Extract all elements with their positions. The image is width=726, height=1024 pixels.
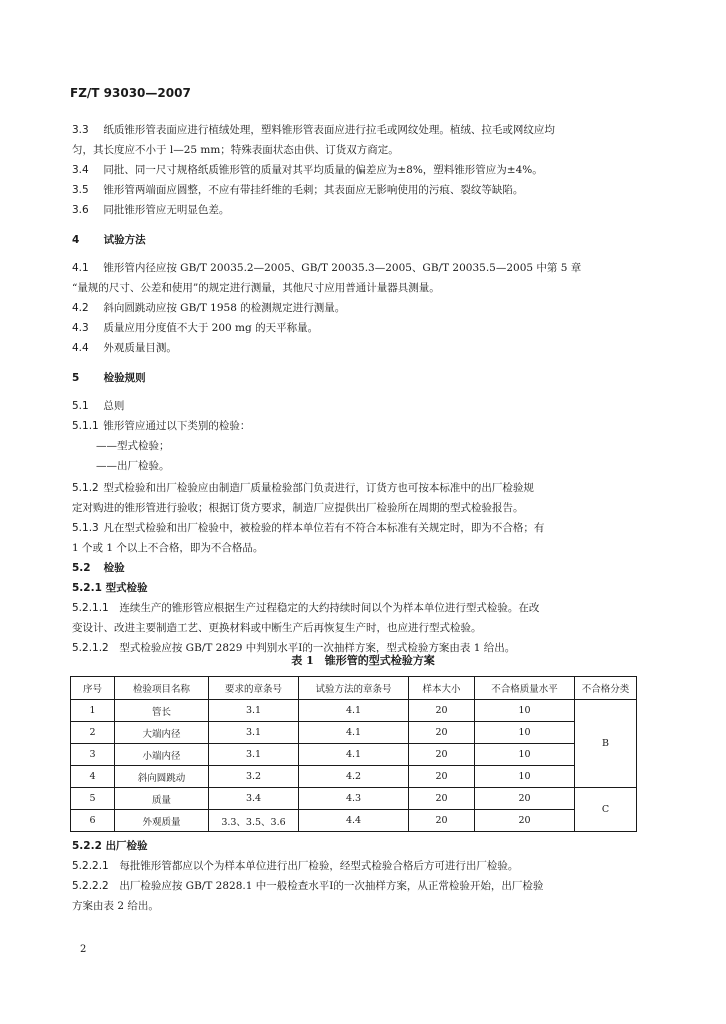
col-header: 序号 xyxy=(71,677,115,700)
table-cell: 3.2 xyxy=(209,766,299,788)
section-heading: 5.2.2 出厂检验 xyxy=(72,840,148,852)
section-heading: 5.2 检验 xyxy=(72,562,125,574)
table-cell: 4.1 xyxy=(299,722,409,744)
table-cell: 20 xyxy=(409,810,475,832)
clause-line: 3.3 纸质锥形管表面应进行植绒处理，塑料锥形管表面应进行拉毛或网纹处理。植绒、拉毛或网纹应均 xyxy=(72,124,555,136)
clause-line: 5.1.2 型式检验和出厂检验应由制造厂质量检验部门负责进行，订货方也可按本标准中的出厂检验规 xyxy=(72,482,534,494)
col-header: 不合格质量水平 xyxy=(475,677,575,700)
table-cell: 20 xyxy=(409,744,475,766)
table-cell: 4.4 xyxy=(299,810,409,832)
col-header: 试验方法的章条号 xyxy=(299,677,409,700)
table-cell: 管长 xyxy=(115,700,209,722)
table-cell: 10 xyxy=(475,744,575,766)
clause-line: 4.1 锥形管内径应按 GB/T 20035.2—2005、GB/T 20035.3—2005、GB/T 20035.5—2005 中第 5 章 xyxy=(72,262,582,274)
table-cell: 10 xyxy=(475,766,575,788)
col-header: 样本大小 xyxy=(409,677,475,700)
clause-line: 3.6 同批锥形管应无明显色差。 xyxy=(72,204,230,216)
table-cell: 2 xyxy=(71,722,115,744)
clause-line: 5.1.1 锥形管应通过以下类别的检验： xyxy=(72,420,251,432)
col-header: 不合格分类 xyxy=(575,677,637,700)
table-row xyxy=(71,810,637,832)
clause-line: 3.4 同批、同一尺寸规格纸质锥形管的质量对其平均质量的偏差应为±8%，塑料锥形管应为±4%。 xyxy=(72,164,543,176)
table-cell: 3.1 xyxy=(209,700,299,722)
table-cell: 4.2 xyxy=(299,766,409,788)
clause-line: 5.2.1.2 型式检验应按 GB/T 2829 中判别水平Ⅰ的一次抽样方案，型式检验方案由表 1 给出。 xyxy=(72,642,516,654)
table-cell: 小端内径 xyxy=(115,744,209,766)
standard-header: FZ/T 93030—2007 xyxy=(70,86,191,100)
list-item: ——出厂检验。 xyxy=(96,460,170,472)
table-cell: 4.3 xyxy=(299,788,409,810)
table-cell: 1 xyxy=(71,700,115,722)
clause-line: 定对购进的锥形管进行验收；根据订货方要求，制造厂应提供出厂检验所在周期的型式检验报告。 xyxy=(72,502,524,514)
table-cell: 3.1 xyxy=(209,722,299,744)
clause-line: 5.2.1.1 连续生产的锥形管应根据生产过程稳定的大约持续时间以个为样本单位进行型式检验。在改 xyxy=(72,602,540,614)
table-cell: 外观质量 xyxy=(115,810,209,832)
col-header: 要求的章条号 xyxy=(209,677,299,700)
table-row xyxy=(71,700,637,722)
table-header-row xyxy=(71,677,637,700)
clause-line: 方案由表 2 给出。 xyxy=(72,900,159,912)
clause-line: 1 个或 1 个以上不合格，即为不合格品。 xyxy=(72,542,264,554)
clause-line: 3.5 锥形管两端面应圆整，不应有带挂纤维的毛刺；其表面应无影响使用的污痕、裂纹等缺陷。 xyxy=(72,184,524,196)
table-cell: 大端内径 xyxy=(115,722,209,744)
table-cell: 20 xyxy=(409,766,475,788)
table-cell: 斜向圆跳动 xyxy=(115,766,209,788)
table-cell: 3.4 xyxy=(209,788,299,810)
clause-line: 4.2 斜向圆跳动应按 GB/T 1958 的检测规定进行测量。 xyxy=(72,302,346,314)
clause-line: 5.1 总则 xyxy=(72,400,125,412)
table-cell: 3.3、3.5、3.6 xyxy=(209,810,299,832)
table-cell: 20 xyxy=(409,788,475,810)
table-row xyxy=(71,788,637,810)
table-cell: 4 xyxy=(71,766,115,788)
clause-line: 4.3 质量应用分度值不大于 200 mg 的天平称量。 xyxy=(72,322,319,334)
table-row xyxy=(71,722,637,744)
clause-line: 5.2.2.1 每批锥形管都应以个为样本单位进行出厂检验，经型式检验合格后方可进行出厂检验。 xyxy=(72,860,519,872)
page-number: 2 xyxy=(80,944,87,955)
nonconformity-class-c: C xyxy=(575,788,637,832)
list-item: ——型式检验； xyxy=(96,440,170,452)
table-cell: 10 xyxy=(475,700,575,722)
section-heading: 4 试验方法 xyxy=(72,234,146,246)
clause-line: “量规的尺寸、公差和使用”的规定进行测量，其他尺寸应用普通计量器具测量。 xyxy=(72,282,440,294)
section-heading: 5.2.1 型式检验 xyxy=(72,582,148,594)
table-cell: 20 xyxy=(409,700,475,722)
clause-line: 5.2.2.2 出厂检验应按 GB/T 2828.1 中一般检查水平Ⅰ的一次抽样方案，从正常检验开始，出厂检验 xyxy=(72,880,544,892)
nonconformity-class-b: B xyxy=(575,700,637,788)
table-cell: 4.1 xyxy=(299,744,409,766)
col-header: 检验项目名称 xyxy=(115,677,209,700)
table-cell: 4.1 xyxy=(299,700,409,722)
table-cell: 3 xyxy=(71,744,115,766)
table-cell: 3.1 xyxy=(209,744,299,766)
table-cell: 5 xyxy=(71,788,115,810)
table-cell: 20 xyxy=(475,788,575,810)
table-cell: 20 xyxy=(475,810,575,832)
table-cell: 质量 xyxy=(115,788,209,810)
clause-line: 5.1.3 凡在型式检验和出厂检验中，被检验的样本单位若有不符合本标准有关规定时，即为不合格；有 xyxy=(72,522,545,534)
table-cell: 10 xyxy=(475,722,575,744)
inspection-table xyxy=(70,676,637,832)
clause-line: 变设计、改进主要制造工艺、更换材料或中断生产后再恢复生产时，也应进行型式检验。 xyxy=(72,622,482,634)
table-cell: 6 xyxy=(71,810,115,832)
clause-line: 匀，其长度应不小于 l—25 mm；特殊表面状态由供、订货双方商定。 xyxy=(72,144,399,156)
section-heading: 5 检验规则 xyxy=(72,372,146,384)
table-cell: 20 xyxy=(409,722,475,744)
table-caption: 表 1 锥形管的型式检验方案 xyxy=(291,654,435,667)
clause-line: 4.4 外观质量目测。 xyxy=(72,342,177,354)
table-row xyxy=(71,766,637,788)
table-row xyxy=(71,744,637,766)
